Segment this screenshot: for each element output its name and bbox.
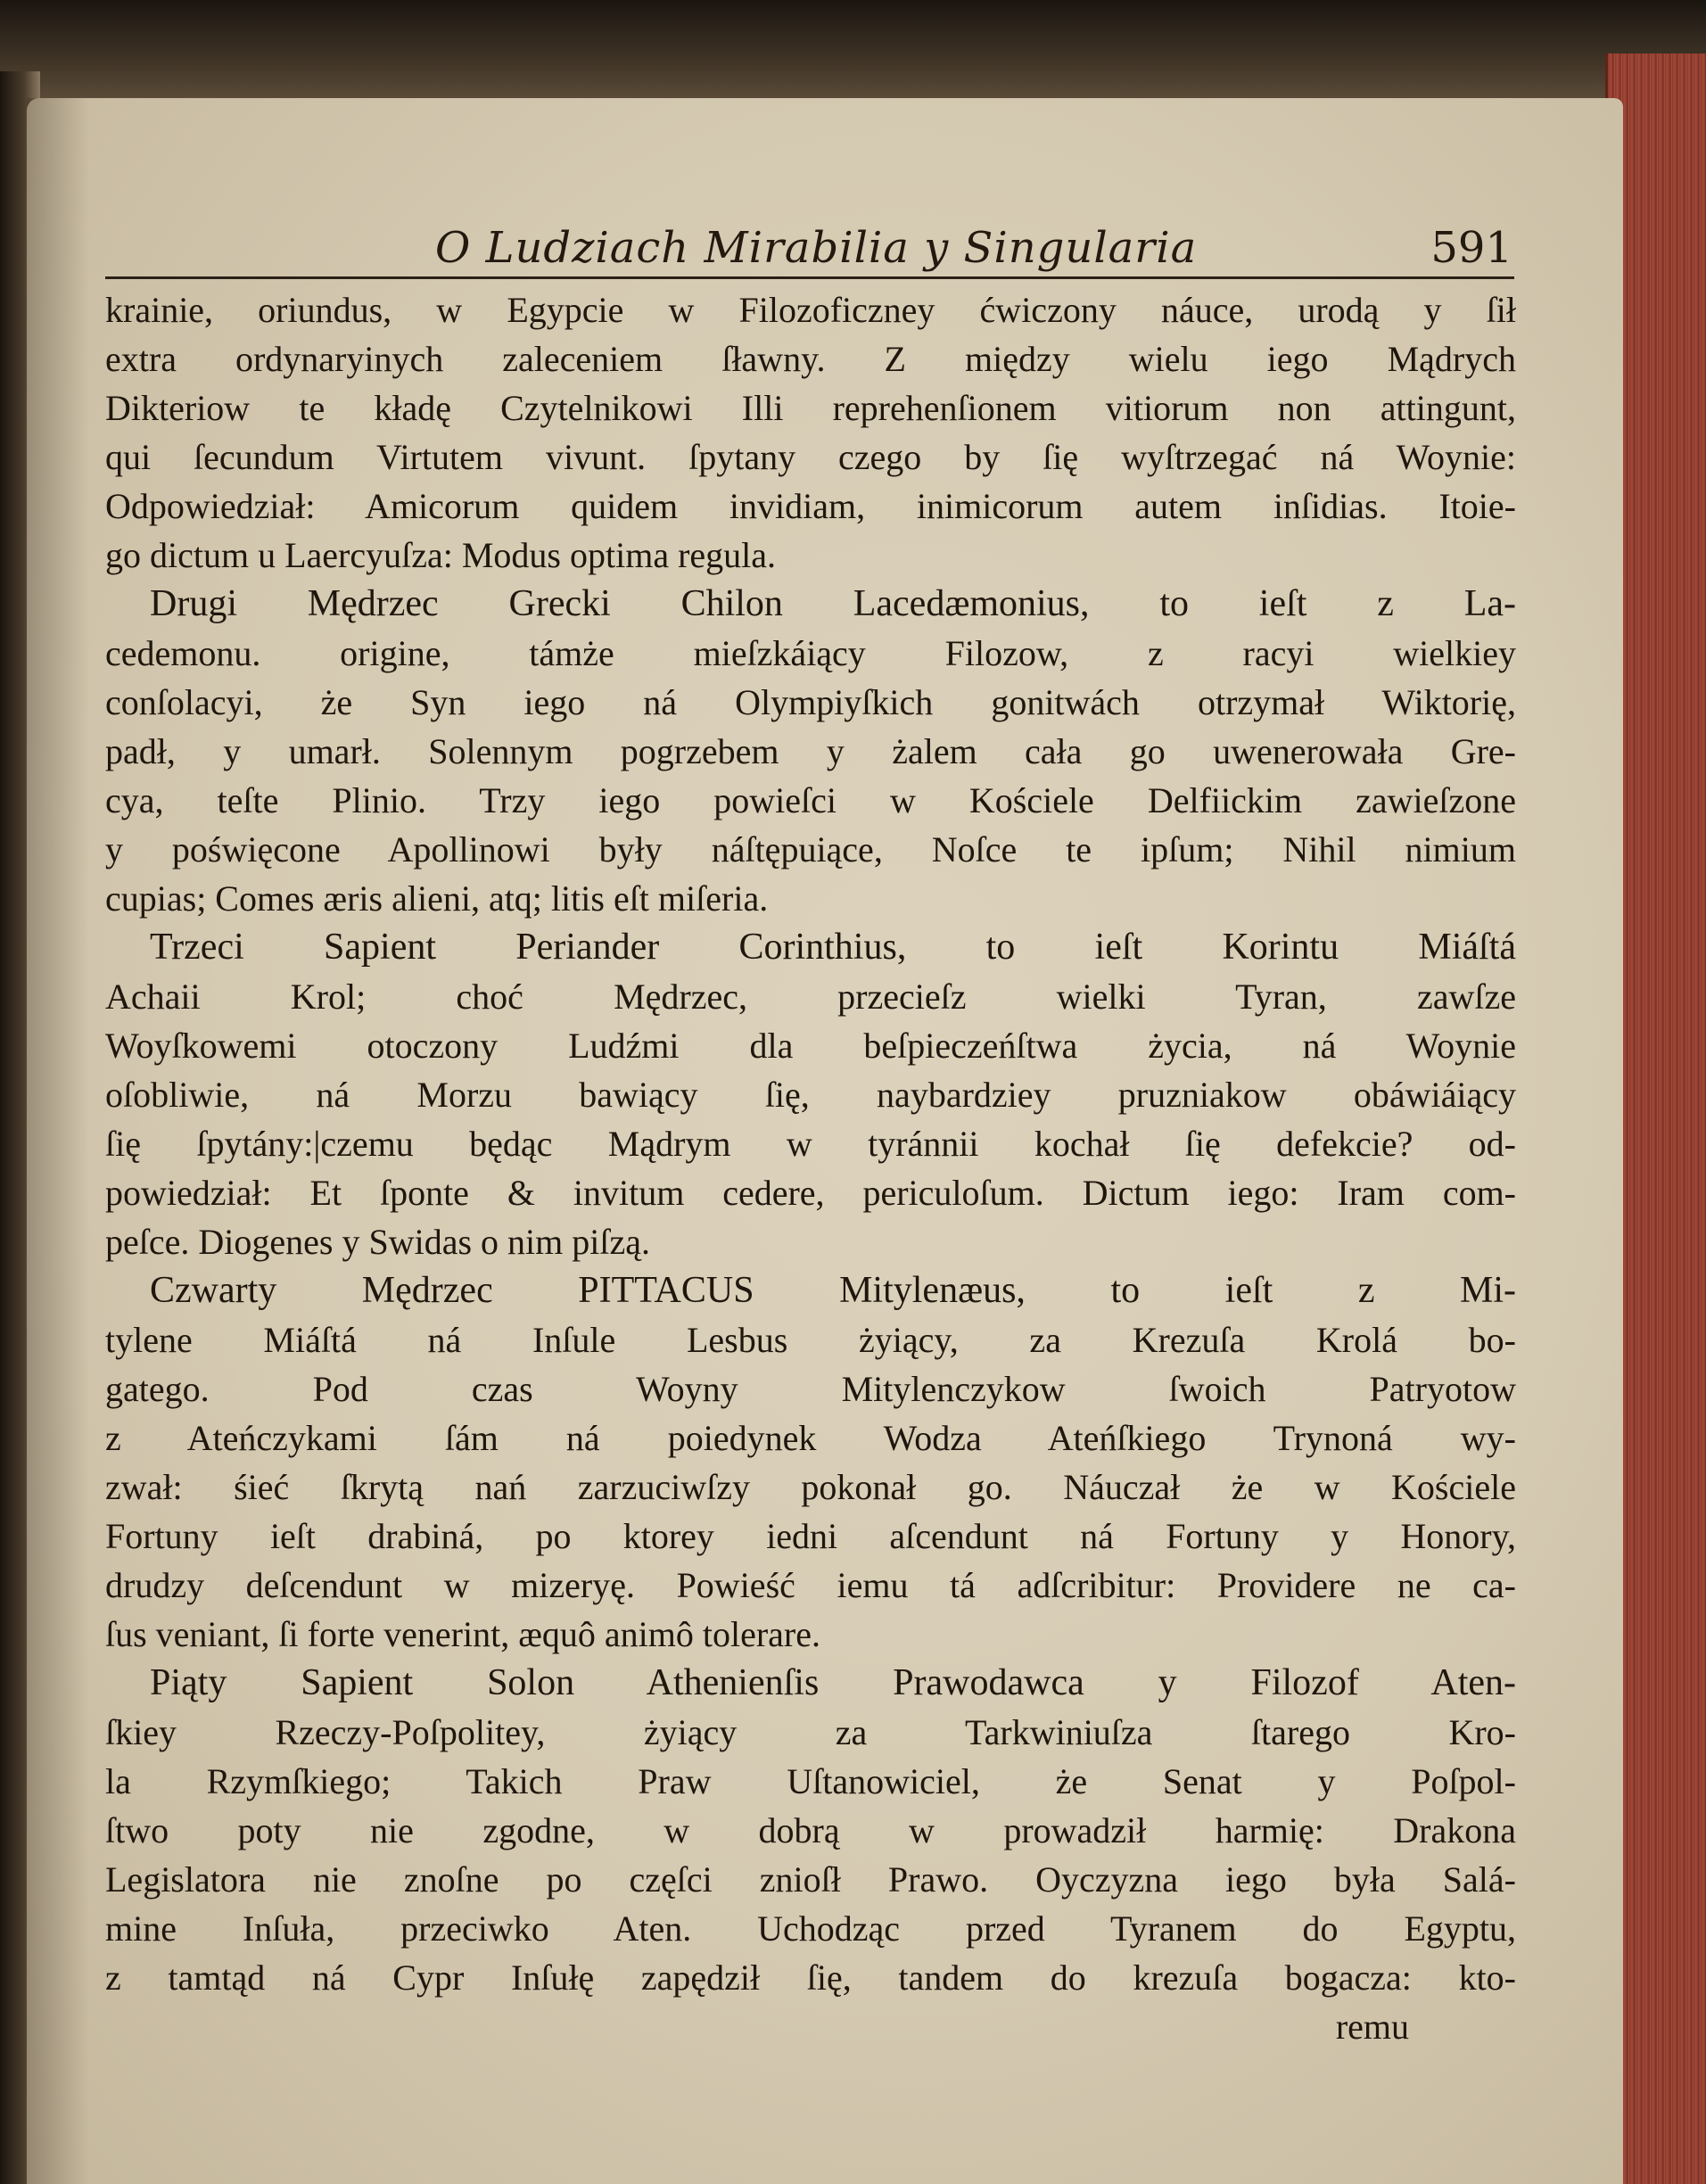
text-line: Legislatora nie znoſne po częſci znioſł Prawo. Oyczyzna iego była Salá- bbox=[105, 1859, 1516, 1900]
text-line: Drugi Mędrzec Grecki Chilon Lacedæmonius, to ieſt z La- bbox=[150, 583, 1516, 624]
running-title: O Ludziach Mirabilia y Singularia bbox=[435, 223, 1198, 273]
text-line: Trzeci Sapient Periander Corinthius, to ieſt Korintu Miáſtá bbox=[150, 927, 1516, 968]
text-line: peſce. Diogenes y Swidas o nim piſzą. bbox=[105, 1222, 650, 1262]
running-head bbox=[105, 223, 1514, 279]
text-line: go dictum u Laercyuſza: Modus optima regula. bbox=[105, 535, 777, 575]
text-line: zwał: śieć ſkrytą nań zarzuciwſzy pokonał go. Náuczał że w Kościele bbox=[105, 1467, 1516, 1507]
text-line: drudzy deſcendunt w mizeryę. Powieść iemu tá adſcribitur: Providere ne ca- bbox=[105, 1565, 1516, 1605]
text-line: extra ordynaryinych zaleceniem ſławny. Z między wielu iego Mądrych bbox=[105, 339, 1516, 379]
body-text bbox=[105, 285, 1516, 2051]
text-line: z tamtąd ná Cypr Inſułę zapędził ſię, tandem do krezuſa bogacza: kto- bbox=[105, 1957, 1516, 1998]
text-line: cya, teſte Plinio. Trzy iego powieſci w Kościele Delfiickim zawieſzone bbox=[105, 780, 1516, 820]
text-line: gatego. Pod czas Woyny Mitylenczykow ſwoich Patryotow bbox=[105, 1369, 1516, 1409]
text-line: ſkiey Rzeczy-Poſpolitey, żyiący za Tarkwiniuſza ſtarego Kro- bbox=[105, 1712, 1516, 1752]
text-line: Odpowiedział: Amicorum quidem invidiam, inimicorum autem inſidias. Itoie- bbox=[105, 486, 1516, 526]
text-line: la Rzymſkiego; Takich Praw Uſtanowiciel, że Senat y Poſpol- bbox=[105, 1761, 1516, 1801]
text-line: krainie, oriundus, w Egypcie w Filozoficzney ćwiczony náuce, urodą y ſił bbox=[105, 290, 1516, 330]
book-top-edge bbox=[0, 0, 1706, 98]
catchword: remu bbox=[1335, 2007, 1409, 2047]
text-line: Woyſkowemi otoczony Ludźmi dla beſpieczeńſtwa życia, ná Woynie bbox=[105, 1026, 1516, 1066]
text-line: powiedział: Et ſponte & invitum cedere, periculoſum. Dictum iego: Iram com- bbox=[105, 1173, 1516, 1213]
text-line: Dikteriow te kładę Czytelnikowi Illi reprehenſionem vitiorum non attingunt, bbox=[105, 388, 1516, 428]
page-number: 591 bbox=[1430, 223, 1512, 273]
text-line: Achaii Krol; choć Mędrzec, przecieſz wielki Tyran, zawſze bbox=[105, 977, 1516, 1017]
text-line: padł, y umarł. Solennym pogrzebem y żalem cała go uwenerowała Gre- bbox=[105, 731, 1516, 771]
text-line: oſobliwie, ná Morzu bawiący ſię, naybardziey pruzniakow obáwiáiący bbox=[105, 1075, 1516, 1115]
text-line: z Ateńczykami ſám ná poiedynek Wodza Ateńſkiego Trynoná wy- bbox=[105, 1418, 1516, 1458]
text-line: Piąty Sapient Solon Athenienſis Prawodawca y Filozof Aten- bbox=[150, 1662, 1516, 1703]
text-line: ſię ſpytány:|czemu będąc Mądrym w tyránnii kochał ſię defekcie? od- bbox=[105, 1124, 1516, 1164]
text-line: y poświęcone Apollinowi były náſtępuiące, Noſce te ipſum; Nihil nimium bbox=[105, 829, 1516, 869]
text-line: Fortuny ieſt drabiná, po ktorey iedni aſcendunt ná Fortuny y Honory, bbox=[105, 1516, 1516, 1556]
text-line: cedemonu. origine, támże mieſzkáiący Filozow, z racyi wielkiey bbox=[105, 633, 1516, 673]
text-line: qui ſecundum Virtutem vivunt. ſpytany czego by ſię wyſtrzegać ná Woynie: bbox=[105, 437, 1516, 477]
text-line: ſus veniant, ſi forte venerint, æquô animô tolerare. bbox=[105, 1614, 820, 1654]
text-line: conſolacyi, że Syn iego ná Olympiyſkich gonitwách otrzymał Wiktorię, bbox=[105, 682, 1516, 722]
text-line: tylene Miáſtá ná Inſule Lesbus żyiący, za Krezuſa Krolá bo- bbox=[105, 1320, 1516, 1360]
text-line: cupias; Comes æris alieni, atq; litis eſt miſeria. bbox=[105, 878, 769, 919]
text-line: ſtwo poty nie zgodne, w dobrą w prowadził harmię: Drakona bbox=[105, 1810, 1516, 1850]
text-line: mine Inſuła, przeciwko Aten. Uchodząc przed Tyranem do Egyptu, bbox=[105, 1908, 1516, 1949]
text-line: Czwarty Mędrzec PITTACUS Mitylenæus, to ieſt z Mi- bbox=[150, 1270, 1516, 1311]
